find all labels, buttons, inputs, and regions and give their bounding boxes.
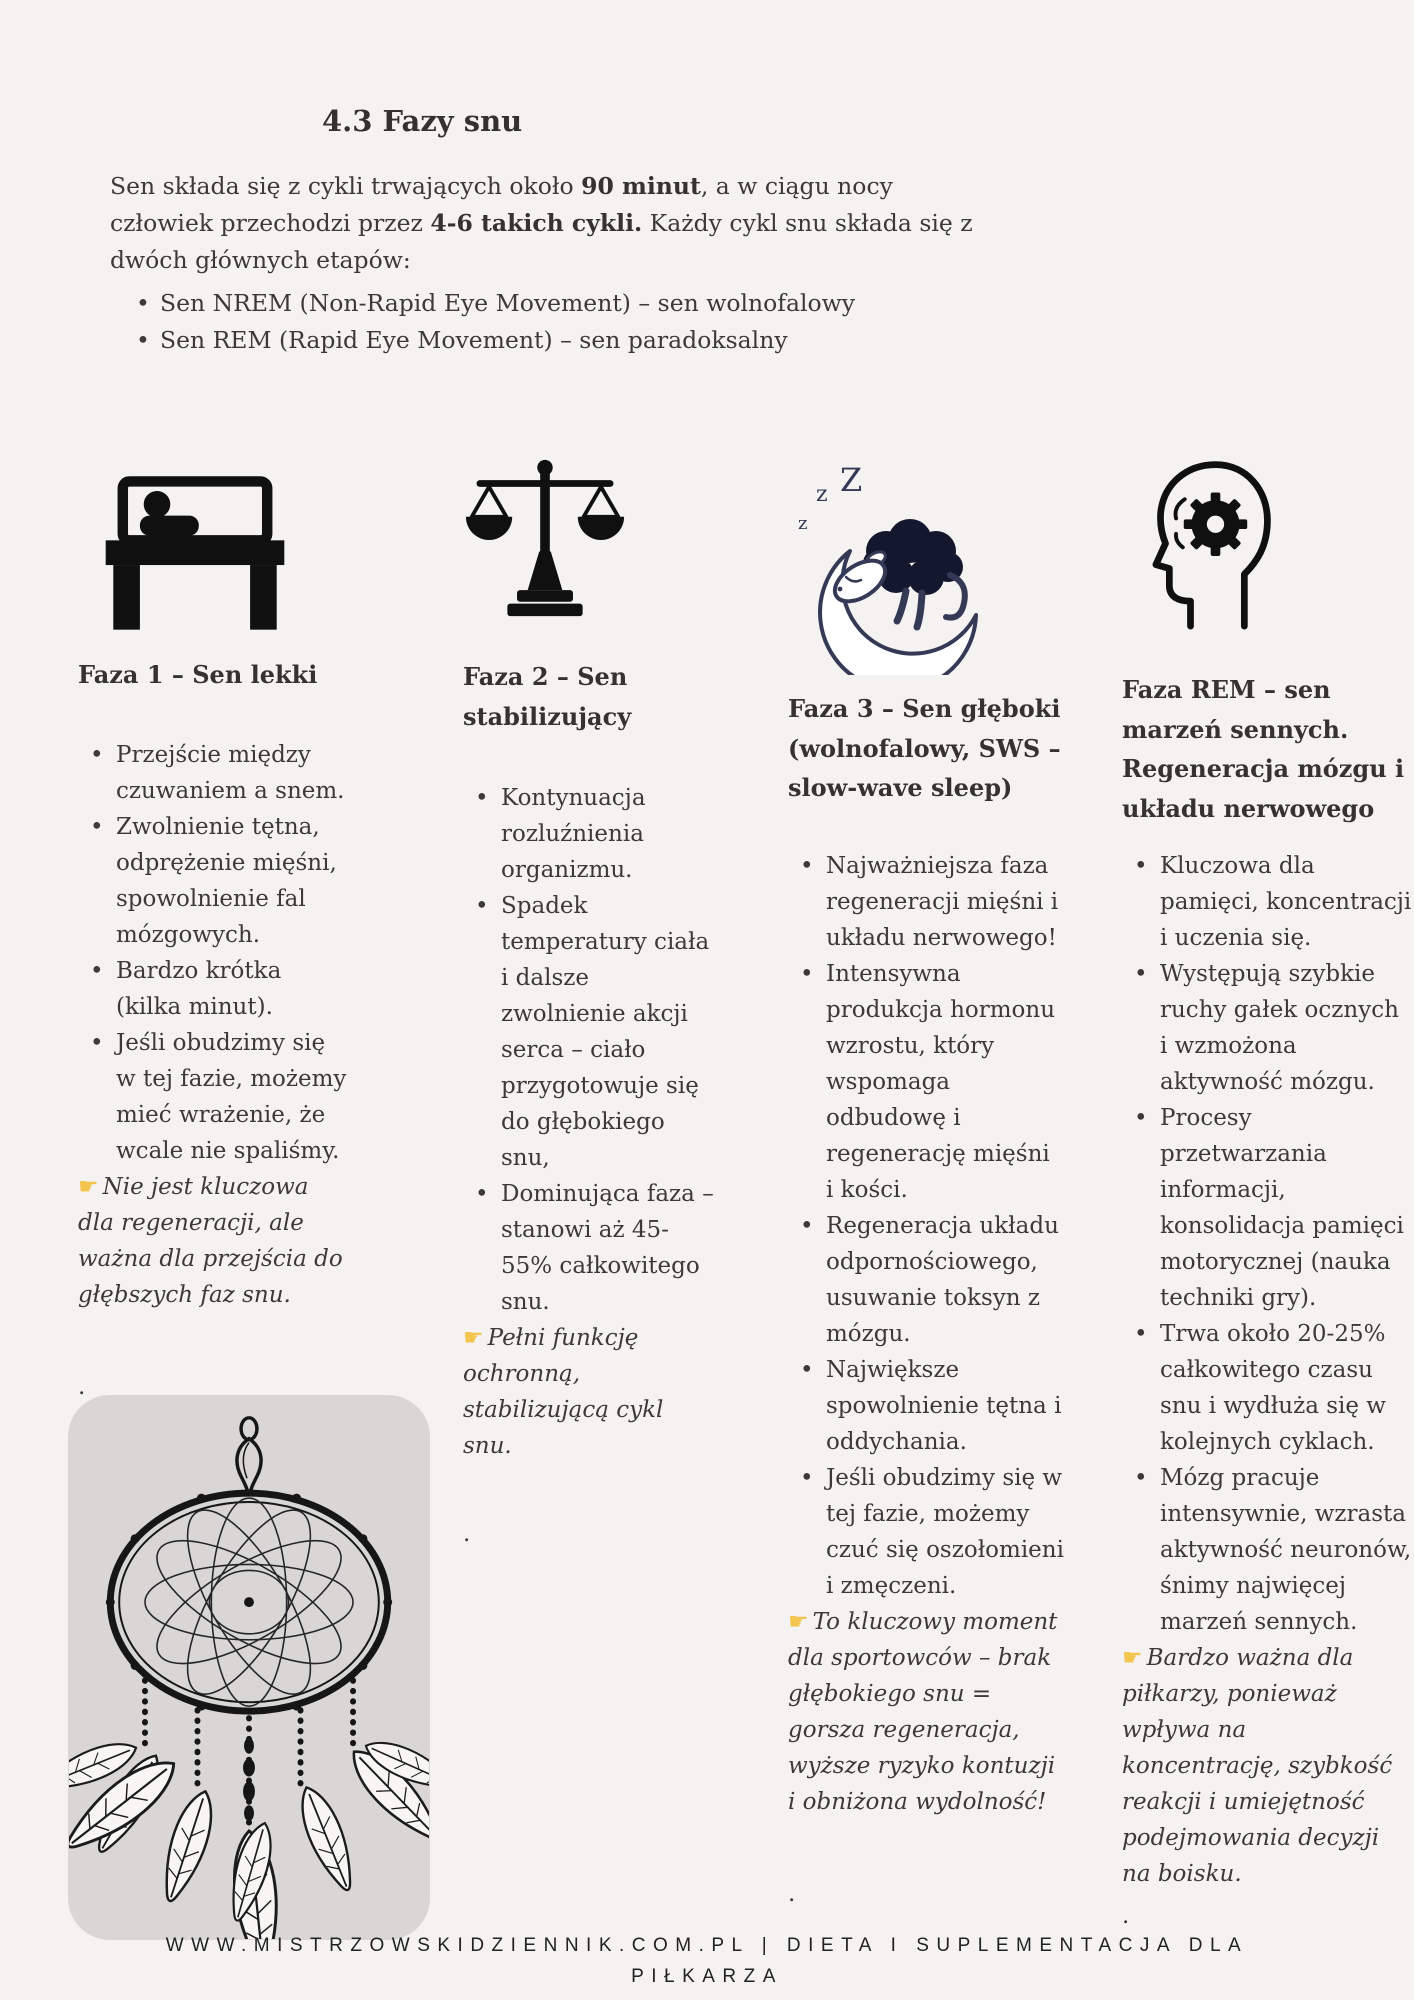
intro-segment-bold: 4-6 takich cykli. (430, 209, 643, 237)
phase1-note (78, 1169, 348, 1313)
list-item: • Przejście między czuwaniem a snem. (78, 737, 348, 809)
page-title: 4.3 Fazy snu (322, 104, 523, 138)
phase-rem-list (1122, 848, 1412, 1640)
phase1-column (78, 455, 348, 1405)
intro-paragraph (110, 168, 982, 279)
intro-segment-bold: 90 minut (581, 172, 701, 200)
list-item: • Największe spowolnienie tętna i oddychania. (788, 1352, 1064, 1460)
list-item: • Kontynuacja rozluźnienia organizmu. (463, 780, 719, 888)
pointing-hand-icon: ☛ (78, 1173, 99, 1200)
note-text: Bardzo ważna dla piłkarzy, ponieważ wpływa na koncentrację, szybkość reakcji i umiejętność podejmowania decyzji na boisku. (1122, 1645, 1393, 1887)
sleep-z: z (816, 482, 828, 507)
list-item: • Sen NREM (Non-Rapid Eye Movement) – sen wolnofalowy (136, 285, 982, 322)
balance-scale-icon (463, 455, 719, 623)
list-item: • Najważniejsza faza regeneracji mięśni i układu nerwowego! (788, 848, 1064, 956)
phase1-heading: Faza 1 – Sen lekki (78, 660, 318, 689)
list-item: • Dominująca faza – stanowi aż 45-55% całkowitego snu. (463, 1176, 719, 1320)
intro-segment: Każdy cykl snu składa się z dwóch głównych etapów: (110, 209, 973, 274)
dreamcatcher-card (68, 1395, 430, 1940)
list-item: • Procesy przetwarzania informacji, konsolidacja pamięci motorycznej (nauka techniki gry). (1122, 1100, 1412, 1316)
list-item: • Występują szybkie ruchy gałek ocznych i wzmożona aktywność mózgu. (1122, 956, 1412, 1100)
sleep-z: z (798, 513, 808, 534)
intro-segment: , a w ciągu nocy człowiek przechodzi przez (110, 172, 893, 237)
pointing-hand-icon: ☛ (1122, 1645, 1143, 1671)
list-item: • Zwolnienie tętna, odprężenie mięśni, spowolnienie fal mózgowych. (78, 809, 348, 953)
list-item: • Jeśli obudzimy się w tej fazie, możemy czuć się oszołomieni i zmęczeni. (788, 1460, 1064, 1604)
phase2-column (463, 455, 719, 1552)
list-item: • Kluczowa dla pamięci, koncentracji i uczenia się. (1122, 848, 1412, 956)
phase3-heading: Faza 3 – Sen głęboki (wolnofalowy, SWS – slow-wave sleep) (788, 694, 1061, 802)
bed-icon (78, 455, 348, 639)
head-gear-icon (1122, 455, 1412, 630)
phase-rem-note (1122, 1640, 1412, 1892)
intro-segment: Sen składa się z cykli trwających około (110, 172, 582, 200)
phase2-note (463, 1320, 719, 1464)
phase3-note (788, 1604, 1064, 1820)
phase-rem-column (1122, 455, 1412, 1934)
phase3-list (788, 848, 1064, 1604)
note-text: Pełni funkcję ochronną, stabilizującą cykl snu. (463, 1325, 664, 1459)
phase1-list (78, 737, 348, 1169)
phase2-list (463, 780, 719, 1320)
pointing-hand-icon: ☛ (788, 1608, 809, 1635)
sheep-on-moon-icon (788, 455, 1064, 675)
intro-section (110, 168, 982, 359)
trailing-period: . (78, 1373, 86, 1400)
list-item: • Sen REM (Rapid Eye Movement) – sen paradoksalny (136, 322, 982, 359)
sleep-types-list (110, 285, 982, 359)
list-item: • Jeśli obudzimy się w tej fazie, możemy mieć wrażenie, że wcale nie spaliśmy. (78, 1025, 348, 1169)
trailing-period: . (1122, 1903, 1130, 1929)
sleep-z: Z (840, 461, 863, 499)
list-item: • Bardzo krótka (kilka minut). (78, 953, 348, 1025)
pointing-hand-icon: ☛ (463, 1325, 484, 1351)
list-item: • Regeneracja układu odpornościowego, usuwanie toksyn z mózgu. (788, 1208, 1064, 1352)
phase2-heading: Faza 2 – Sen stabilizujący (463, 662, 632, 731)
footer (0, 1930, 1414, 1992)
phase-rem-heading: Faza REM – sen marzeń sennych. Regeneracja mózgu i układu nerwowego (1122, 675, 1405, 823)
trailing-period: . (788, 1880, 796, 1907)
list-item: • Mózg pracuje intensywnie, wzrasta aktywność neuronów, śnimy najwięcej marzeń sennych. (1122, 1460, 1412, 1640)
list-item: • Trwa około 20-25% całkowitego czasu snu i wydłuża się w kolejnych cyklach. (1122, 1316, 1412, 1460)
note-text: To kluczowy moment dla sportowców – brak głębokiego snu = gorsza regeneracja, wyższe ryzyko kontuzji i obniżona wydolność! (788, 1608, 1058, 1815)
phase3-column (788, 455, 1064, 1912)
footer-text: WWW.MISTRZOWSKIDZIENNIK.COM.PL | DIETA I SUPLEMENTACJA DLA PIŁKARZA (165, 1935, 1249, 1987)
list-item: • Intensywna produkcja hormonu wzrostu, który wspomaga odbudowę i regenerację mięśni i kości. (788, 956, 1064, 1208)
note-text: Nie jest kluczowa dla regeneracji, ale ważna dla przejścia do głębszych faz snu. (78, 1173, 343, 1308)
dreamcatcher-illustration (69, 1399, 429, 1939)
list-item: • Spadek temperatury ciała i dalsze zwolnienie akcji serca – ciało przygotowuje się do głębokiego snu, (463, 888, 719, 1176)
trailing-period: . (463, 1521, 471, 1547)
